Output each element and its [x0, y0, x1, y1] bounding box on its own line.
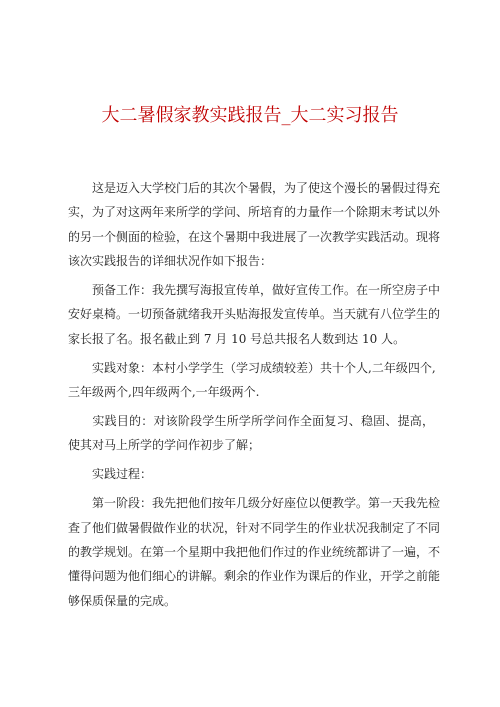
paragraph-purpose — [68, 409, 434, 458]
text-line: 安好桌椅。一切预备就绪我开头贴海报发宣传单。当天就有八位学生的 — [68, 307, 441, 322]
text-line: 该次实践报告的详细状况作如下报告： — [68, 254, 273, 269]
text-line: 预备工作：我先撰写海报宣传单，做好宣传工作。在一所空房子中 — [68, 283, 441, 298]
paragraph-target — [68, 356, 434, 405]
text-line: 这是迈入大学校门后的其次个暑假，为了使这个漫长的暑假过得充 — [68, 181, 441, 195]
text-line: 使其对马上所学的学问作初步了解； — [68, 438, 261, 453]
text-line: 查了他们做暑假做作业的状况，针对不同学生的作业状况我制定了不同 — [68, 520, 441, 535]
text-line: 的另一个侧面的检验，在这个暑期中我进展了一次教学实践活动。现将 — [68, 229, 441, 244]
paragraph-preparation — [68, 278, 441, 351]
text-line: 够保质保量的完成。 — [68, 593, 177, 608]
text-line: 第一阶段：我先把他们按年几级分好座位以便教学。第一天我先检 — [68, 496, 441, 511]
document-title: 大二暑假家教实践报告_大二实习报告 — [101, 105, 399, 126]
paragraph-process-heading — [68, 462, 434, 486]
text-line: 实践过程： — [68, 467, 153, 482]
text-line: 实，为了对这两年来所学的学问、所培育的力量作一个除期末考试以外 — [68, 205, 441, 220]
paragraph-intro — [68, 176, 441, 274]
text-line: 实践对象：本村小学学生（学习成绩较差）共十个人,二年级四个, — [68, 360, 436, 375]
text-line: 的教学规划。在第一个星期中我把他们作过的作业统统都讲了一遍，不 — [68, 544, 441, 559]
text-line: 三年级两个,四年级两个,一年级两个. — [68, 385, 260, 400]
document-body — [68, 176, 441, 618]
text-line: 懂得问题为他们细心的讲解。剩余的作业作为课后的作业，开学之前能 — [68, 569, 441, 584]
text-line: 实践目的：对该阶段学生所学所学问作全面复习、稳固、提高， — [68, 414, 434, 429]
text-line: 家长报了名。报名截止到 7 月 10 号总共报名人数到达 10 人。 — [68, 331, 406, 346]
paragraph-stage-one — [68, 491, 441, 613]
